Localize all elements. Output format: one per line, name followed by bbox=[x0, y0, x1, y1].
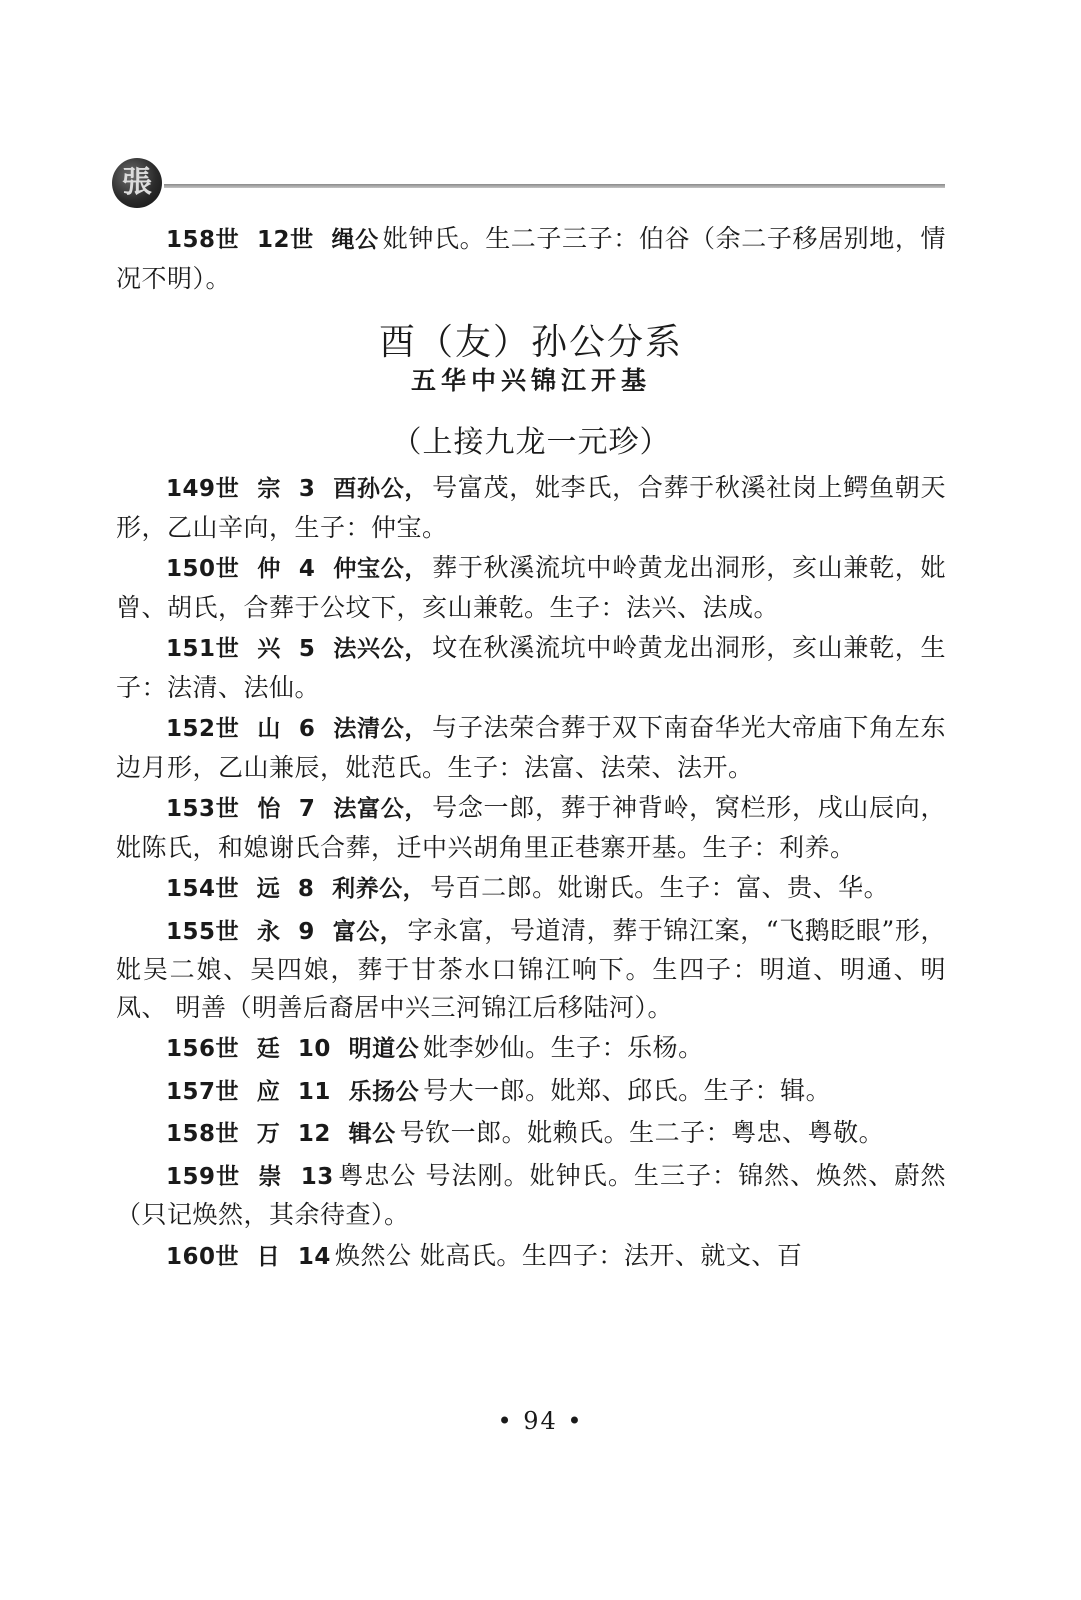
entry-lead: 159世 崇 13 bbox=[166, 1163, 334, 1190]
entry-text: 粤忠公 号法刚。妣钟氏。生三子：锦然、焕然、蔚然（只记焕然，其余待查）。 bbox=[116, 1160, 946, 1229]
genealogy-entry bbox=[116, 549, 946, 626]
zhang-seal-logo bbox=[112, 158, 162, 208]
entry-lead: 154世 远 8 利养公， bbox=[166, 876, 427, 902]
entry-text: 号念一郎，葬于神背岭，窝栏形，戌山辰向，妣陈氏，和媳谢氏合葬，迁中兴胡角里正巷寨开基。生子：利养。 bbox=[116, 793, 946, 862]
genealogy-entry bbox=[116, 1029, 946, 1069]
entry-lead: 158世 12世 绳公 bbox=[166, 227, 379, 253]
seal-text: 張 bbox=[122, 165, 152, 200]
entry-lead: 149世 宗 3 酉孙公， bbox=[166, 476, 429, 502]
genealogy-entry bbox=[116, 1114, 946, 1154]
page-number: • 94 • bbox=[497, 1407, 584, 1435]
intro-paragraph bbox=[116, 220, 946, 297]
entry-lead: 152世 山 6 法清公， bbox=[166, 716, 429, 742]
entry-lead: 160世 日 14 bbox=[166, 1243, 331, 1270]
genealogy-entry bbox=[116, 629, 946, 706]
genealogy-entry bbox=[116, 789, 946, 866]
header-rule bbox=[164, 184, 945, 188]
genealogy-entry bbox=[116, 1157, 946, 1234]
entry-text: 号百二郎。妣谢氏。生子：富、贵、华。 bbox=[430, 873, 890, 902]
entry-text: 妣李妙仙。生子：乐杨。 bbox=[423, 1033, 704, 1062]
entry-lead: 158世 万 12 辑公 bbox=[166, 1121, 396, 1147]
entry-text: 号富茂，妣李氏，合葬于秋溪社岗上鳄鱼朝天形，乙山辛向，生子：仲宝。 bbox=[116, 473, 946, 542]
genealogy-entry bbox=[116, 912, 946, 1027]
page-content bbox=[116, 220, 946, 1279]
entry-text: 焕然公 妣高氏。生四子：法开、就文、百 bbox=[334, 1240, 803, 1270]
entry-lead: 151世 兴 5 法兴公， bbox=[166, 636, 429, 662]
entry-text: 葬于秋溪流坑中岭黄龙出洞形，亥山兼乾，妣曾、胡氏，合葬于公坟下，亥山兼乾。生子：法兴、法成。 bbox=[116, 553, 946, 622]
entry-lead: 153世 怡 7 法富公， bbox=[166, 796, 429, 822]
entry-lead: 155世 永 9 富公， bbox=[166, 918, 404, 945]
genealogy-entry bbox=[116, 1072, 946, 1112]
entry-text: 坟在秋溪流坑中岭黄龙出洞形，亥山兼乾，生子：法清、法仙。 bbox=[116, 633, 946, 702]
entry-lead: 156世 廷 10 明道公 bbox=[166, 1036, 420, 1062]
entry-text: 字永富，号道清，葬于锦江案，“飞鹅眨眼”形，妣吴二娘、吴四娘，葬于甘茶水口锦江响下。生四子：明道、明通、明凤、 明善（明善后裔居中兴三河锦江后移陆河）。 bbox=[116, 915, 946, 1022]
genealogy-entry bbox=[116, 469, 946, 546]
section-subtitle: 五华中兴锦江开基 bbox=[410, 366, 651, 395]
page-header bbox=[112, 158, 945, 212]
genealogy-entry bbox=[116, 1237, 946, 1277]
genealogy-entry bbox=[116, 709, 946, 786]
entry-text: 号大一郎。妣郑、邱氏。生子：辑。 bbox=[423, 1075, 832, 1105]
section-note: （上接九龙一元珍） bbox=[391, 425, 671, 460]
entry-text: 号钦一郎。妣赖氏。生二子：粤忠、粤敬。 bbox=[399, 1118, 885, 1147]
entry-lead: 157世 应 11 乐扬公 bbox=[166, 1078, 420, 1105]
genealogy-entry bbox=[116, 869, 946, 909]
entry-lead: 150世 仲 4 仲宝公， bbox=[166, 556, 429, 582]
entry-text: 与子法荣合葬于双下南奋华光大帝庙下角左东边月形，乙山兼辰，妣范氏。生子：法富、法荣、法开。 bbox=[116, 713, 946, 782]
section-title: 酉（友）孙公分系 bbox=[378, 322, 683, 363]
entry-text: 妣钟氏。生二子三子：伯谷（余二子移居别地，情况不明）。 bbox=[116, 224, 946, 293]
